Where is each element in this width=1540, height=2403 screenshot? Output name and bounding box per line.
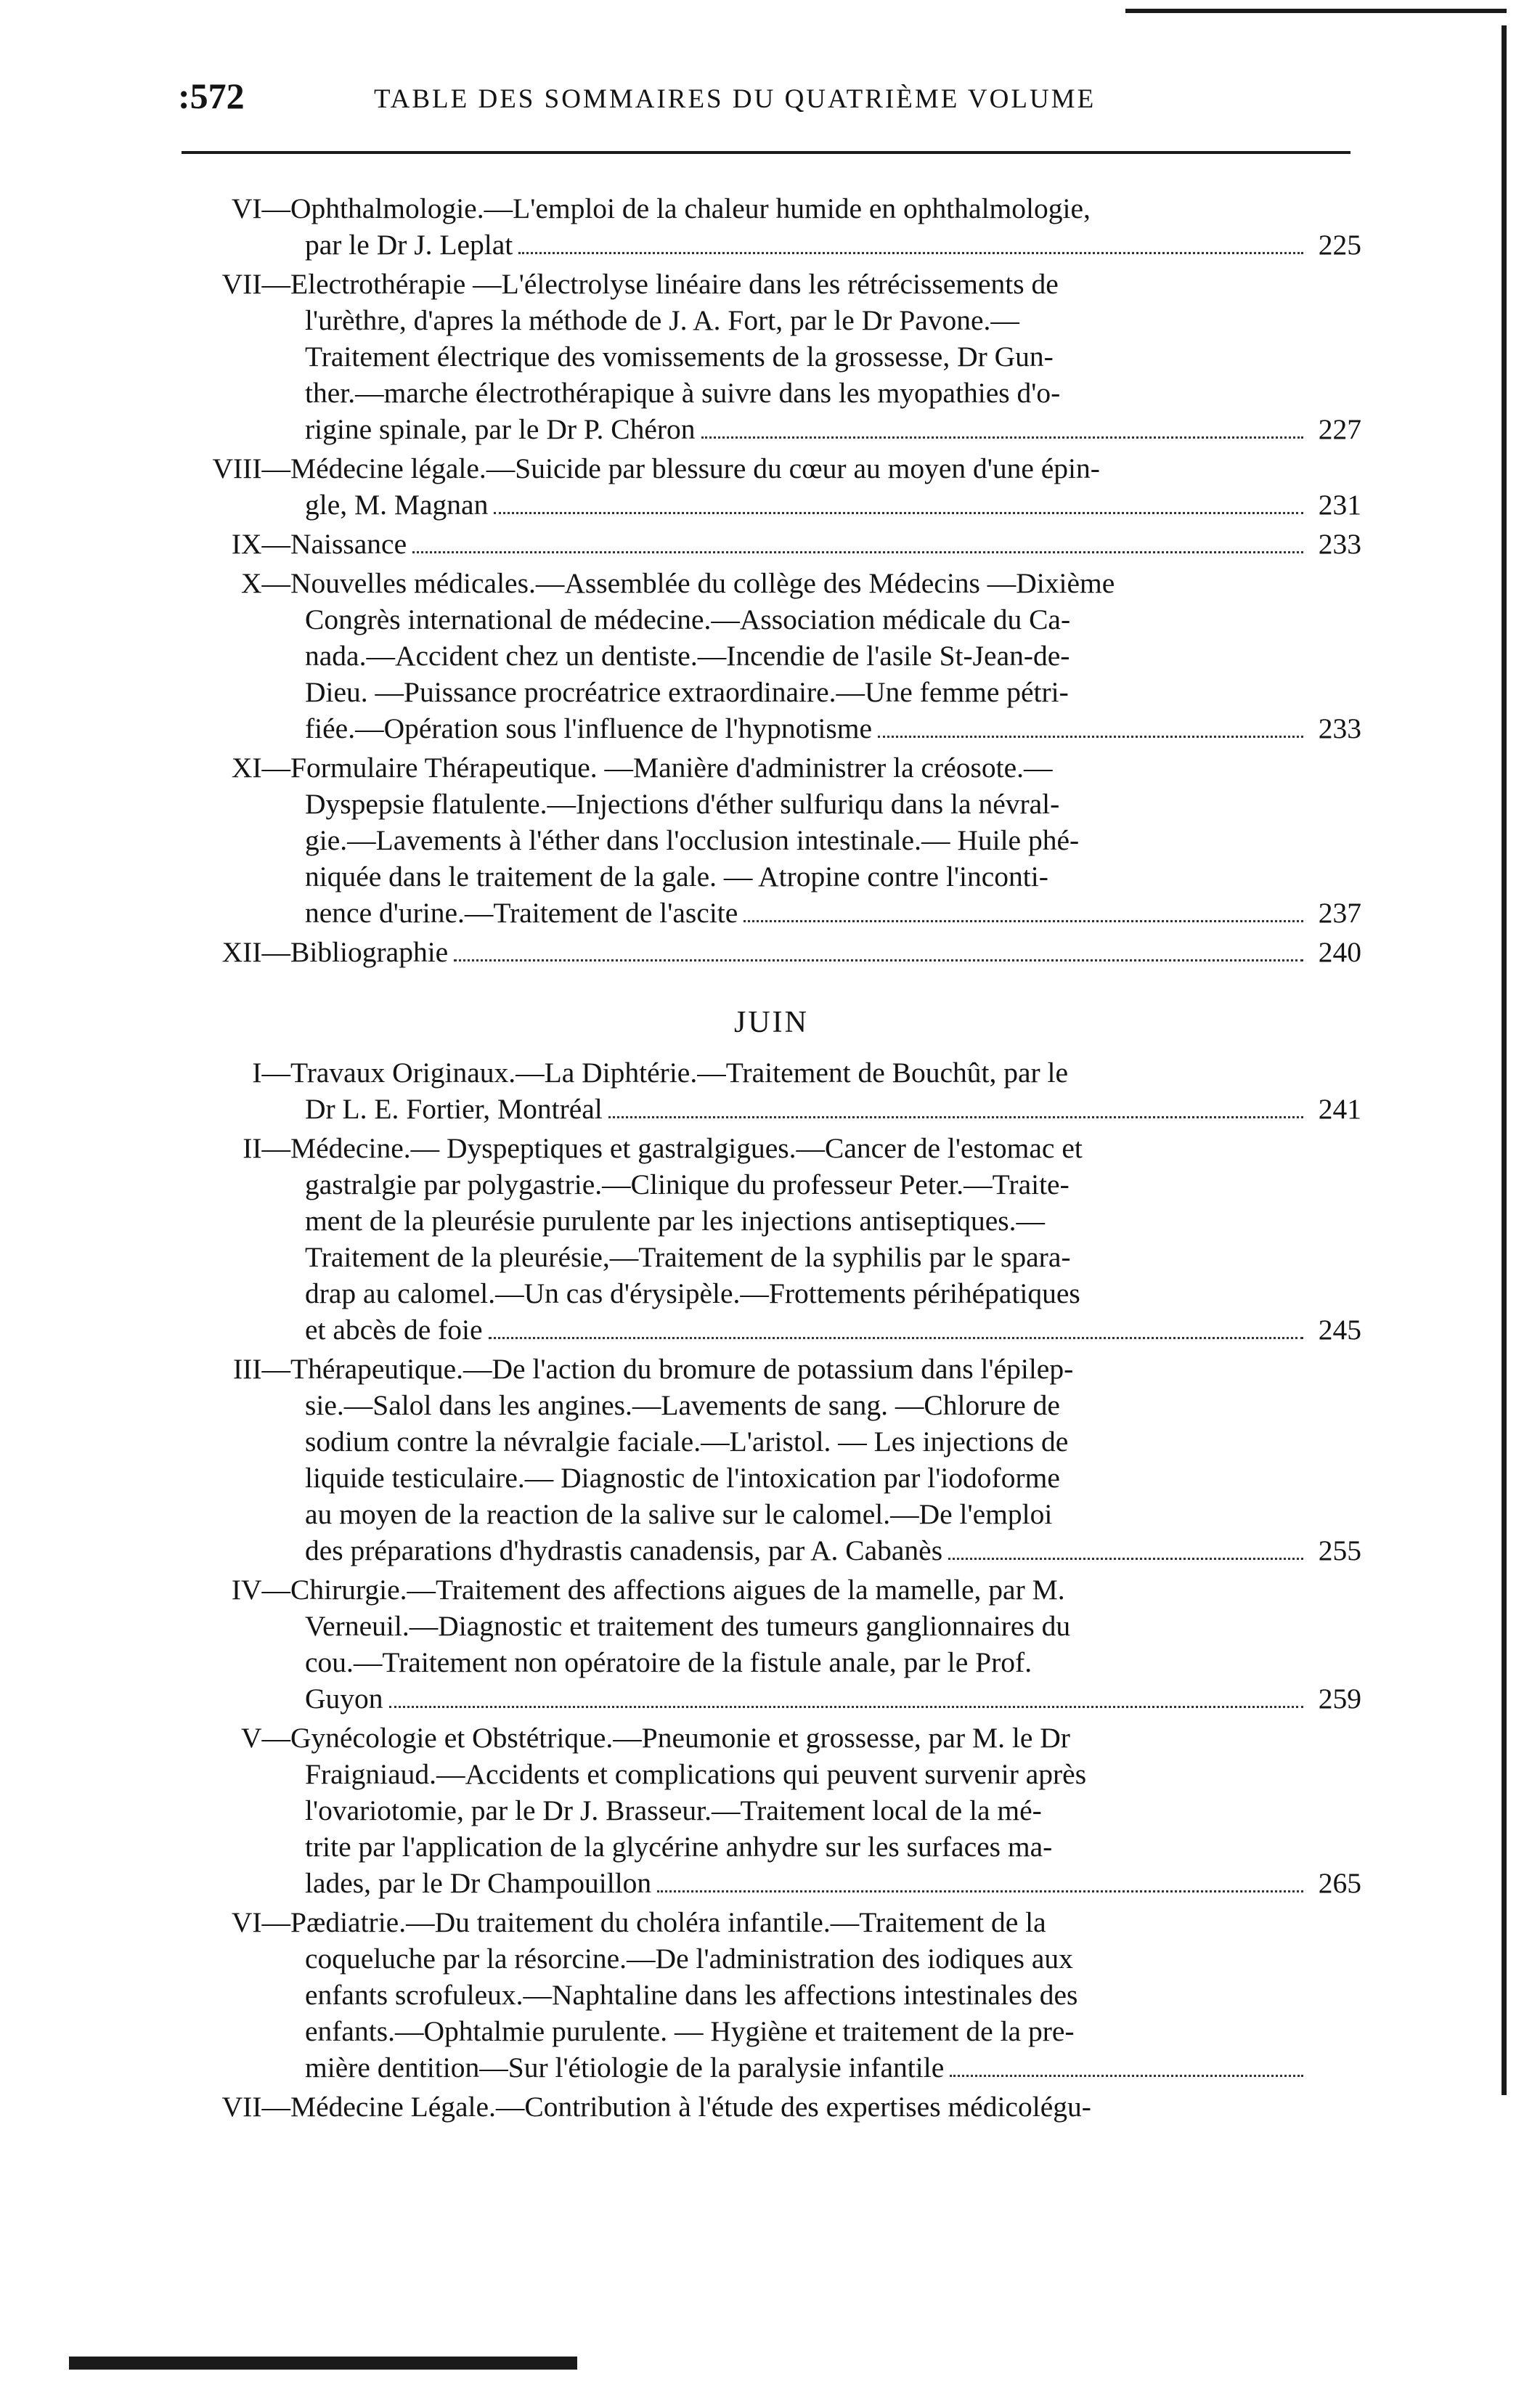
toc-entry [182,1720,1361,1901]
dot-leader [948,1557,1303,1560]
entry-line [182,1829,1361,1865]
toc-entry [182,190,1361,263]
page-reference: 241 [1318,1093,1361,1125]
entry-line [182,1532,1361,1569]
entry-text: niquée dans le traitement de la gale. — Atropine contre l'inconti- [305,861,1048,893]
page-reference: 233 [1318,712,1361,744]
entry-line [182,1940,1361,1977]
scan-edge-right [1502,25,1507,2095]
entry-line [182,858,1361,895]
entry-text: Travaux Originaux.—La Diphtérie.—Traitement de Bouchût, par le [290,1057,1069,1089]
entry-numeral: XII— [221,936,290,968]
header-rule [182,151,1350,154]
entry-line [182,1203,1361,1239]
dot-leader [518,251,1303,254]
entry-line [182,190,1361,227]
entry-line [182,1423,1361,1460]
entry-line [182,934,1361,970]
entry-line [182,710,1361,747]
entry-text: mière dentition—Sur l'étiologie de la paralysie infantile [305,2052,945,2083]
entry-text: l'urèthre, d'apres la méthode de J. A. Fort, par le Dr Pavone.— [305,304,1019,336]
scan-edge-top [1125,9,1507,13]
page-reference: 237 [1318,897,1361,929]
entry-numeral: VIII— [212,452,290,484]
dot-leader [608,1115,1303,1118]
dot-leader [412,550,1303,553]
entry-text: cou.—Traitement non opératoire de la fistule anale, par le Prof. [305,1646,1032,1678]
entry-line [182,487,1361,523]
entry-numeral: III— [233,1353,290,1385]
entry-text: drap au calomel.—Un cas d'érysipèle.—Frottements périhépatiques [305,1277,1080,1309]
entry-text: Médecine Légale.—Contribution à l'étude des expertises médicolégu- [290,2091,1091,2123]
entry-text: par le Dr J. Leplat [305,229,513,261]
dot-leader [950,2074,1303,2077]
dot-leader [494,511,1303,514]
running-head: TABLE DES SOMMAIRES DU QUATRIÈME VOLUME [374,84,1096,114]
entry-line [182,338,1361,375]
entry-numeral: IX— [231,528,290,560]
entry-text: Naissance [290,528,407,560]
entry-line [182,1054,1361,1091]
entry-line [182,227,1361,263]
entry-text: Traitement de la pleurésie,—Traitement de la syphilis par le spara- [305,1241,1071,1273]
toc-entry [182,1351,1361,1569]
entry-text: Gynécologie et Obstétrique.—Pneumonie et grossesse, par M. le Dr [290,1722,1070,1754]
entry-text: Guyon [305,1683,383,1715]
entry-line [182,1275,1361,1312]
dot-leader [454,959,1303,961]
entry-text: Thérapeutique.—De l'action du bromure de potassium dans l'épilep- [290,1353,1074,1385]
entry-text: Dieu. —Puissance procréatrice extraordinaire.—Une femme pétri- [305,676,1069,708]
entry-numeral: VI— [231,192,290,224]
entry-line [182,1644,1361,1680]
page-number: :572 [178,76,245,116]
entry-line [182,526,1361,562]
entry-line [182,266,1361,302]
entry-text: sie.—Salol dans les angines.—Lavements de sang. —Chlorure de [305,1389,1060,1421]
entry-text: ther.—marche électrothérapique à suivre dans les myopathies d'o- [305,377,1061,409]
entry-text: ment de la pleurésie purulente par les injections antiseptiques.— [305,1205,1046,1237]
page-reference: 259 [1318,1683,1361,1715]
entry-text: des préparations d'hydrastis canadensis, par A. Cabanès [305,1534,943,1566]
entry-numeral: VII— [221,268,290,300]
entry-text: et abcès de foie [305,1314,483,1346]
entry-text: Dyspepsie flatulente.—Injections d'éther sulfuriqu dans la névral- [305,788,1060,820]
page-reference: 227 [1318,413,1361,445]
entry-text: nence d'urine.—Traitement de l'ascite [305,897,738,929]
entry-line [182,1387,1361,1423]
entry-text: Electrothérapie —L'électrolyse linéaire dans les rétrécissements de [290,268,1059,300]
entry-text: Fraigniaud.—Accidents et complications qui peuvent survenir après [305,1758,1087,1790]
dot-leader [701,436,1303,439]
entry-text: Formulaire Thérapeutique. —Manière d'administrer la créosote.— [290,752,1053,784]
entry-line [182,2049,1361,2086]
entry-text: Ophthalmologie.—L'emploi de la chaleur humide en ophthalmologie, [290,192,1091,224]
entry-text: Bibliographie [290,936,449,968]
toc-entry [182,2089,1361,2125]
entry-text: coqueluche par la résorcine.—De l'administration des iodiques aux [305,1943,1073,1975]
entry-line [182,2013,1361,2049]
entry-numeral: XI— [231,752,290,784]
entry-text: l'ovariotomie, par le Dr J. Brasseur.—Traitement local de la mé- [305,1794,1042,1826]
entry-text: sodium contre la névralgie faciale.—L'aristol. — Les injections de [305,1426,1069,1457]
entry-text: Nouvelles médicales.—Assemblée du collège des Médecins —Dixième [290,567,1115,599]
entry-line [182,822,1361,858]
entry-text: gastralgie par polygastrie.—Clinique du professeur Peter.—Traite- [305,1168,1070,1200]
scan-edge-bottom [69,2357,577,2370]
entry-line [182,895,1361,931]
page-header [178,75,1354,133]
entry-line [182,786,1361,822]
entry-text: lades, par le Dr Champouillon [305,1867,652,1899]
entry-text: Dr L. E. Fortier, Montréal [305,1093,603,1125]
section-title: JUIN [734,1006,809,1039]
entry-line [182,565,1361,601]
entry-line [182,674,1361,710]
entry-numeral: X— [240,567,290,599]
entry-line [182,1608,1361,1644]
toc-entry [182,1904,1361,2086]
entry-line [182,302,1361,338]
toc-entry [182,749,1361,931]
entry-line [182,1312,1361,1348]
toc-entry [182,1571,1361,1717]
entry-text: Médecine légale.—Suicide par blessure du cœur au moyen d'une épin- [290,452,1100,484]
entry-line [182,1351,1361,1387]
toc-entry [182,1054,1361,1127]
entry-numeral: VII— [221,2091,290,2123]
entry-line [182,1977,1361,2013]
entry-text: Verneuil.—Diagnostic et traitement des tumeurs ganglionnaires du [305,1610,1071,1642]
entry-line [182,1239,1361,1275]
entry-numeral: I— [252,1057,290,1089]
dot-leader [389,1705,1303,1708]
entry-numeral: VI— [231,1906,290,1938]
dot-leader [657,1890,1303,1892]
entry-text: nada.—Accident chez un dentiste.—Incendie de l'asile St-Jean-de- [305,640,1070,672]
entry-text: rigine spinale, par le Dr P. Chéron [305,413,696,445]
entry-text: Chirurgie.—Traitement des affections aigues de la mamelle, par M. [290,1574,1065,1606]
dot-leader [489,1336,1303,1339]
entry-line [182,2089,1361,2125]
entry-text: enfants.—Ophtalmie purulente. — Hygiène et traitement de la pre- [305,2015,1075,2047]
page-reference: 255 [1318,1534,1361,1566]
entry-line [182,1756,1361,1792]
entry-line [182,1720,1361,1756]
entry-line [182,1904,1361,1940]
page-reference: 265 [1318,1867,1361,1899]
entry-line [182,1865,1361,1901]
toc-entry [182,450,1361,523]
entry-line [182,749,1361,786]
entry-text: Pædiatrie.—Du traitement du choléra infantile.—Traitement de la [290,1906,1046,1938]
entry-numeral: IV— [231,1574,290,1606]
entry-line [182,1792,1361,1829]
entry-text: Traitement électrique des vomissements de la grossesse, Dr Gun- [305,341,1054,373]
dot-leader [878,735,1303,738]
toc-entry [182,1130,1361,1348]
entry-line [182,1460,1361,1496]
entry-text: enfants scrofuleux.—Naphtaline dans les affections intestinales des [305,1979,1078,2011]
toc-entry [182,266,1361,447]
page-reference: 245 [1318,1314,1361,1346]
entry-text: gie.—Lavements à l'éther dans l'occlusion intestinale.— Huile phé- [305,824,1080,856]
entry-text: gle, M. Magnan [305,489,489,521]
entry-line [182,1091,1361,1127]
entry-numeral: II— [243,1132,290,1164]
page-reference: 231 [1318,489,1361,521]
entry-text: trite par l'application de la glycérine anhydre sur les surfaces ma- [305,1831,1053,1863]
toc-entry [182,934,1361,970]
toc-entry [182,565,1361,747]
entry-numeral: V— [240,1722,290,1754]
toc-entry [182,526,1361,562]
entry-text: liquide testiculaire.— Diagnostic de l'intoxication par l'iodoforme [305,1462,1060,1494]
entry-text: au moyen de la reaction de la salive sur le calomel.—De l'emploi [305,1498,1053,1530]
entry-line [182,411,1361,447]
entry-line [182,375,1361,411]
entry-line [182,1130,1361,1166]
page-reference: 225 [1318,229,1361,261]
entry-line [182,638,1361,674]
entry-line [182,450,1361,487]
page-reference: 233 [1318,528,1361,560]
entry-text: Congrès international de médecine.—Association médicale du Ca- [305,603,1071,635]
entry-text: Médecine.— Dyspeptiques et gastralgigues.—Cancer de l'estomac et [290,1132,1083,1164]
entry-line [182,1496,1361,1532]
entry-line [182,1571,1361,1608]
dot-leader [743,919,1303,922]
table-of-contents [182,190,1361,2128]
entry-line [182,601,1361,638]
entry-line [182,1680,1361,1717]
page-reference: 240 [1318,936,1361,968]
entry-text: fiée.—Opération sous l'influence de l'hypnotisme [305,712,872,744]
entry-line [182,1166,1361,1203]
